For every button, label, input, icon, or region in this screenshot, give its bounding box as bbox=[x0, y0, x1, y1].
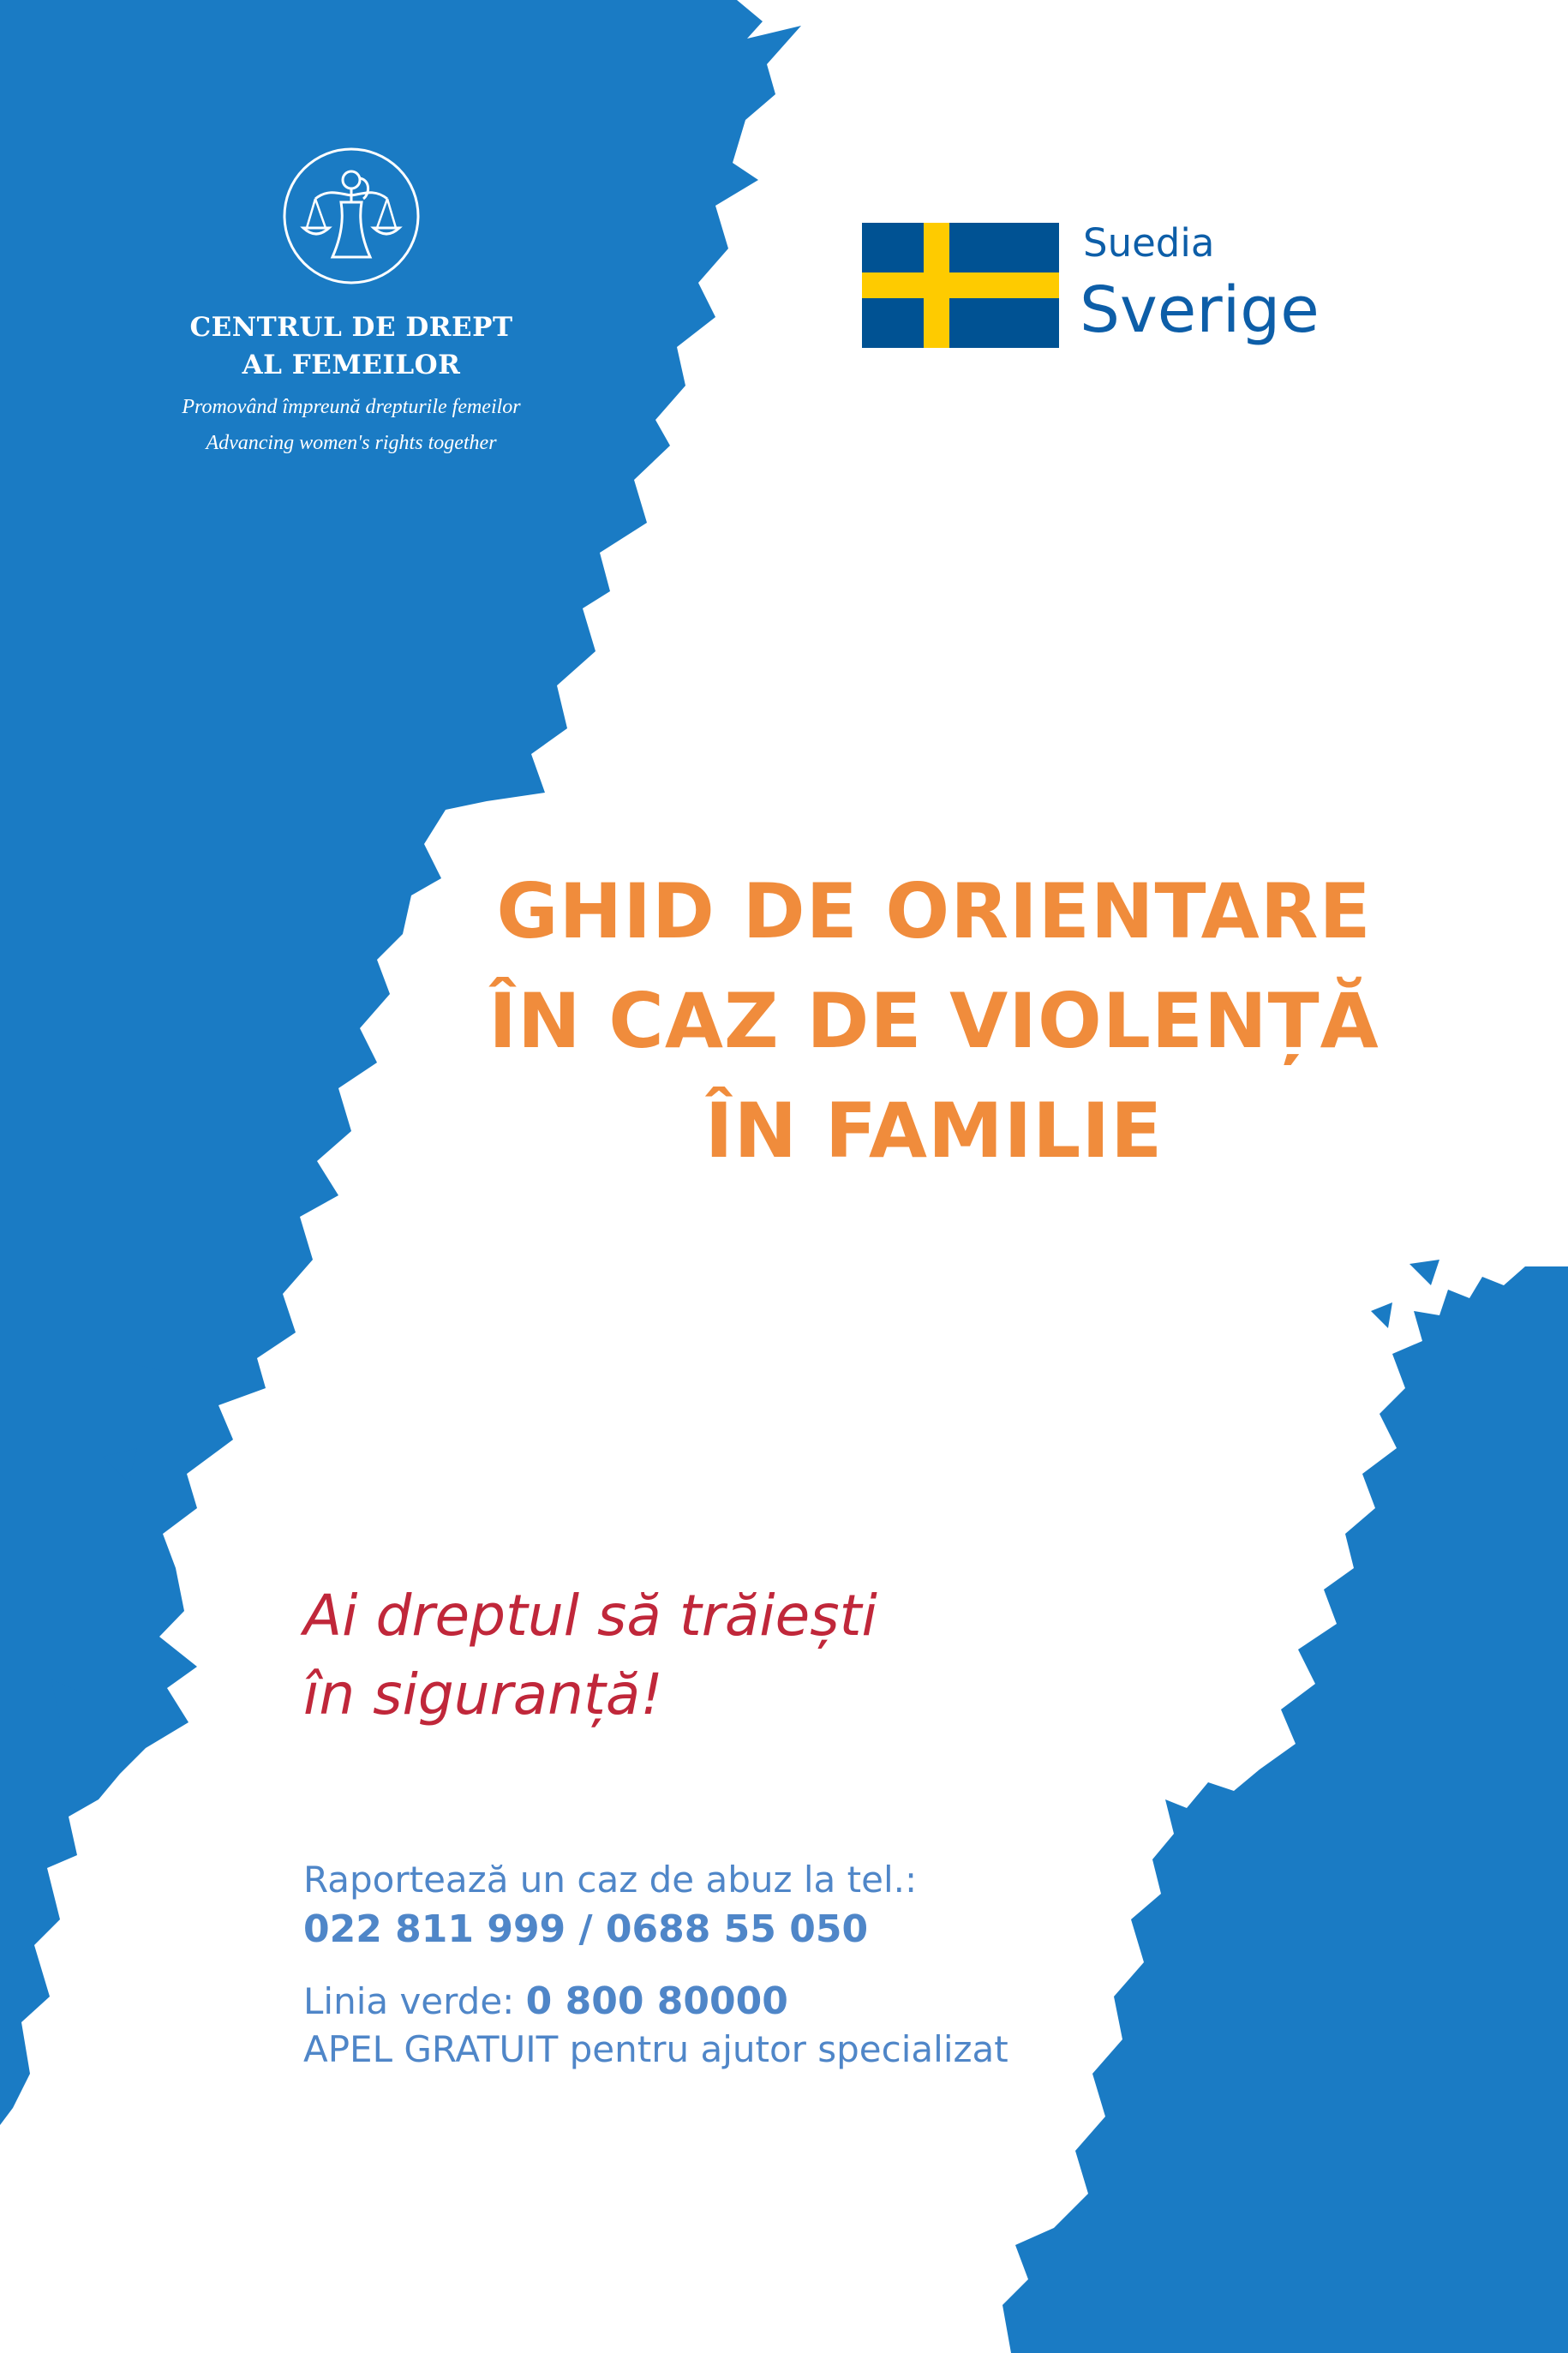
report-phones: 022 811 999 / 0688 55 050 bbox=[303, 1907, 869, 1951]
hotline-line bbox=[303, 1978, 1160, 2026]
hotline-number: 0 800 80000 bbox=[525, 1979, 788, 2023]
slogan bbox=[303, 1577, 1074, 1734]
slogan-line2: în siguranță! bbox=[303, 1661, 663, 1727]
swedish-flag-icon bbox=[862, 223, 1059, 348]
organization-tagline-en: Advancing women's rights together bbox=[206, 432, 497, 454]
free-call-strong: APEL GRATUIT bbox=[303, 2028, 559, 2070]
organization-name-line1: CENTRUL DE DREPT bbox=[189, 312, 513, 343]
guide-title bbox=[446, 857, 1422, 1186]
organization-name-line2: AL FEMEILOR bbox=[242, 350, 461, 380]
organization-tagline-ro: Promovând împreună drepturile femeilor bbox=[182, 396, 521, 418]
scales-of-justice-woman-icon bbox=[281, 146, 422, 286]
sweden-label-sv: Sverige bbox=[1080, 273, 1320, 347]
sweden-logo bbox=[862, 220, 1393, 351]
blue-brush-speck bbox=[1409, 1260, 1439, 1285]
free-call-line bbox=[303, 2026, 1160, 2074]
hotline-label: Linia verde: bbox=[303, 1980, 526, 2022]
blue-brush-right bbox=[1002, 1266, 1568, 2353]
blue-brush-speck bbox=[1371, 1302, 1392, 1328]
guide-title-line3: ÎN FAMILIE bbox=[704, 1087, 1164, 1175]
free-call-rest: pentru ajutor specializat bbox=[558, 2028, 1008, 2070]
guide-title-line2: ÎN CAZ DE VIOLENȚĂ bbox=[488, 977, 1379, 1065]
sweden-label-ro: Suedia bbox=[1083, 220, 1215, 266]
organization-logo bbox=[154, 146, 548, 461]
report-label: Raportează un caz de abuz la tel.: bbox=[303, 1859, 918, 1901]
guide-title-line1: GHID DE ORIENTARE bbox=[496, 867, 1372, 955]
contact-info bbox=[303, 1856, 1160, 2074]
slogan-line1: Ai dreptul să trăiești bbox=[303, 1583, 877, 1649]
